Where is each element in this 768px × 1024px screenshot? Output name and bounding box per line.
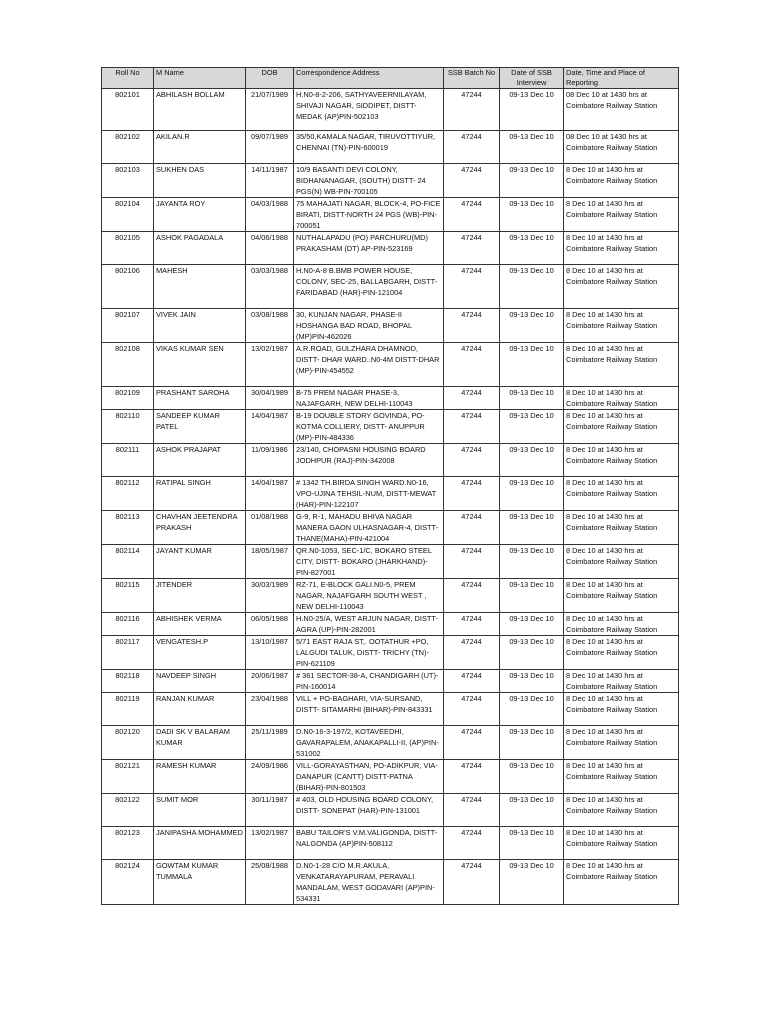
address-cell: BABU TAILOR'S V.M.VALIGONDA, DISTT- NALGONDA (AP)PIN-508112 xyxy=(294,827,444,860)
name-cell: DADI SK V BALARAM KUMAR xyxy=(154,726,246,760)
address-cell: 35/50,KAMALA NAGAR, TIRUVOTTIYUR, CHENNAI (TN)-PIN-600019 xyxy=(294,131,444,164)
batch-cell: 47244 xyxy=(444,131,500,164)
address-cell: H.N0-A-8 B.BMB POWER HOUSE, COLONY, SEC-25, BALLABGARH, DISTT- FARIDABAD (HAR)-PIN-121004 xyxy=(294,265,444,309)
reporting-cell: 8 Dec 10 at 1430 hrs at Coimbatore Railway Station xyxy=(564,198,679,232)
batch-cell: 47244 xyxy=(444,265,500,309)
roll-no-cell: 802115 xyxy=(102,579,154,613)
address-cell: D.N0-1-28 C/O M.R.AKULA, VENKATARAYAPURAM, PERAVALI MANDALAM, WEST GODAVARI (AP)PIN-534331 xyxy=(294,860,444,905)
name-cell: ABHILASH BOLLAM xyxy=(154,89,246,131)
roll-no-cell: 802106 xyxy=(102,265,154,309)
address-cell: A.R.ROAD, GULZHARA DHAMNOD, DISTT- DHAR WARD..N0-4M DISTT-DHAR (MP)-PIN-454552 xyxy=(294,343,444,387)
address-cell: 30, KUNJAN NAGAR, PHASE-II HOSHANGA BAD ROAD, BHOPAL (MP)PIN-462026 xyxy=(294,309,444,343)
interview-date-cell: 09-13 Dec 10 xyxy=(500,511,564,545)
roll-no-cell: 802103 xyxy=(102,164,154,198)
name-cell: VIVEK JAIN xyxy=(154,309,246,343)
reporting-cell: 8 Dec 10 at 1430 hrs at Coimbatore Railway Station xyxy=(564,636,679,670)
table-row xyxy=(102,511,679,545)
batch-cell: 47244 xyxy=(444,164,500,198)
table-row xyxy=(102,860,679,905)
batch-cell: 47244 xyxy=(444,794,500,827)
interview-date-cell: 09-13 Dec 10 xyxy=(500,444,564,477)
interview-date-cell: 09-13 Dec 10 xyxy=(500,477,564,511)
batch-cell: 47244 xyxy=(444,613,500,636)
table-row xyxy=(102,343,679,387)
dob-cell: 04/03/1988 xyxy=(246,198,294,232)
dob-cell: 01/08/1988 xyxy=(246,511,294,545)
name-cell: RATIPAL SINGH xyxy=(154,477,246,511)
address-cell: G-9, R-1, MAHADU BHIVA NAGAR MANERA GAON ULHASNAGAR-4, DISTT-THANE(MAHA)-PIN-421004 xyxy=(294,511,444,545)
address-cell: B-75 PREM NAGAR PHASE-3, NAJAFGARH, NEW DELHI-110043 xyxy=(294,387,444,410)
name-cell: SUKHEN DAS xyxy=(154,164,246,198)
roll-no-cell: 802117 xyxy=(102,636,154,670)
interview-date-cell: 09-13 Dec 10 xyxy=(500,387,564,410)
reporting-cell: 8 Dec 10 at 1430 hrs at Coimbatore Railway Station xyxy=(564,444,679,477)
reporting-cell: 8 Dec 10 at 1430 hrs at Coimbatore Railway Station xyxy=(564,164,679,198)
table-body xyxy=(102,89,679,905)
dob-cell: 13/02/1987 xyxy=(246,827,294,860)
dob-cell: 21/07/1989 xyxy=(246,89,294,131)
candidates-table xyxy=(101,67,679,905)
dob-cell: 24/09/1986 xyxy=(246,760,294,794)
address-cell: 5/71 EAST RAJA ST,. OOTATHUR +PO, LALGUDI TALUK, DISTT- TRICHY (TN)-PIN-621109 xyxy=(294,636,444,670)
table-row xyxy=(102,198,679,232)
table-row xyxy=(102,164,679,198)
roll-no-cell: 802102 xyxy=(102,131,154,164)
name-cell: JAYANT KUMAR xyxy=(154,545,246,579)
header-dob: DOB xyxy=(246,68,294,89)
roll-no-cell: 802122 xyxy=(102,794,154,827)
table-row xyxy=(102,545,679,579)
header-row xyxy=(102,68,679,89)
name-cell: RAMESH KUMAR xyxy=(154,760,246,794)
address-cell: B-19 DOUBLE STORY GOVINDA, PO-KOTMA COLLIERY, DISTT- ANUPPUR (MP)-PIN-484336 xyxy=(294,410,444,444)
roll-no-cell: 802116 xyxy=(102,613,154,636)
interview-date-cell: 09-13 Dec 10 xyxy=(500,613,564,636)
address-cell: # 403, OLD HOUSING BOARD COLONY, DISTT- SONEPAT (HAR)-PIN-131001 xyxy=(294,794,444,827)
name-cell: CHAVHAN JEETENDRA PRAKASH xyxy=(154,511,246,545)
address-cell: NUTHALAPADU (PO) PARCHURU(MD) PRAKASHAM (DT) AP-PIN-523169 xyxy=(294,232,444,265)
roll-no-cell: 802107 xyxy=(102,309,154,343)
address-cell: VILL-GORAYASTHAN, PO-ADIKPUR, VIA-DANAPUR (CANTT) DISTT-PATNA (BIHAR)-PIN-801503 xyxy=(294,760,444,794)
batch-cell: 47244 xyxy=(444,827,500,860)
roll-no-cell: 802120 xyxy=(102,726,154,760)
reporting-cell: 8 Dec 10 at 1430 hrs at Coimbatore Railway Station xyxy=(564,613,679,636)
name-cell: PRASHANT SAROHA xyxy=(154,387,246,410)
header-roll-no: Roll No xyxy=(102,68,154,89)
dob-cell: 13/02/1987 xyxy=(246,343,294,387)
interview-date-cell: 09-13 Dec 10 xyxy=(500,636,564,670)
reporting-cell: 8 Dec 10 at 1430 hrs at Coimbatore Railway Station xyxy=(564,343,679,387)
dob-cell: 03/08/1988 xyxy=(246,309,294,343)
roll-no-cell: 802108 xyxy=(102,343,154,387)
batch-cell: 47244 xyxy=(444,636,500,670)
roll-no-cell: 802105 xyxy=(102,232,154,265)
batch-cell: 47244 xyxy=(444,726,500,760)
roll-no-cell: 802114 xyxy=(102,545,154,579)
roll-no-cell: 802110 xyxy=(102,410,154,444)
table-row xyxy=(102,477,679,511)
name-cell: VIKAS KUMAR SEN xyxy=(154,343,246,387)
name-cell: SANDEEP KUMAR PATEL xyxy=(154,410,246,444)
interview-date-cell: 09-13 Dec 10 xyxy=(500,410,564,444)
dob-cell: 30/04/1989 xyxy=(246,387,294,410)
reporting-cell: 8 Dec 10 at 1430 hrs at Coimbatore Railway Station xyxy=(564,545,679,579)
table-row xyxy=(102,794,679,827)
batch-cell: 47244 xyxy=(444,477,500,511)
name-cell: JANIPASHA MOHAMMED xyxy=(154,827,246,860)
dob-cell: 06/05/1988 xyxy=(246,613,294,636)
address-cell: 10/9 BASANTI DEVI COLONY, BIDHANANAGAR, (SOUTH) DISTT- 24 PGS(N) WB-PIN-700105 xyxy=(294,164,444,198)
batch-cell: 47244 xyxy=(444,232,500,265)
dob-cell: 23/04/1988 xyxy=(246,693,294,726)
table-row xyxy=(102,726,679,760)
address-cell: QR.N0-1053, SEC-1/C, BOKARO STEEL CITY, DISTT- BOKARO (JHARKHAND)-PIN-827001 xyxy=(294,545,444,579)
batch-cell: 47244 xyxy=(444,860,500,905)
batch-cell: 47244 xyxy=(444,693,500,726)
name-cell: ASHOK PAGADALA xyxy=(154,232,246,265)
batch-cell: 47244 xyxy=(444,343,500,387)
roll-no-cell: 802119 xyxy=(102,693,154,726)
roll-no-cell: 802124 xyxy=(102,860,154,905)
reporting-cell: 8 Dec 10 at 1430 hrs at Coimbatore Railway Station xyxy=(564,760,679,794)
roll-no-cell: 802118 xyxy=(102,670,154,693)
name-cell: ASHOK PRAJAPAT xyxy=(154,444,246,477)
interview-date-cell: 09-13 Dec 10 xyxy=(500,131,564,164)
name-cell: AKILAN.R xyxy=(154,131,246,164)
name-cell: JITENDER xyxy=(154,579,246,613)
name-cell: JAYANTA ROY xyxy=(154,198,246,232)
address-cell: VILL + PO-BAGHARI, VIA-SURSAND, DISTT- SITAMARHI (BIHAR)-PIN-843331 xyxy=(294,693,444,726)
reporting-cell: 8 Dec 10 at 1430 hrs at Coimbatore Railway Station xyxy=(564,232,679,265)
table-row xyxy=(102,636,679,670)
interview-date-cell: 09-13 Dec 10 xyxy=(500,545,564,579)
address-cell: # 361 SECTOR-38-A, CHANDIGARH (UT)-PIN-160014 xyxy=(294,670,444,693)
table-row xyxy=(102,387,679,410)
table-row xyxy=(102,232,679,265)
roll-no-cell: 802112 xyxy=(102,477,154,511)
table-row xyxy=(102,444,679,477)
reporting-cell: 8 Dec 10 at 1430 hrs at Coimbatore Railway Station xyxy=(564,265,679,309)
reporting-cell: 08 Dec 10 at 1430 hrs at Coimbatore Railway Station xyxy=(564,131,679,164)
batch-cell: 47244 xyxy=(444,309,500,343)
batch-cell: 47244 xyxy=(444,545,500,579)
address-cell: H.N0-8-2-206, SATHYAVEERNILAYAM, SHIVAJI NAGAR, SIDDIPET, DISTT- MEDAK (AP)PIN-502103 xyxy=(294,89,444,131)
dob-cell: 25/11/1989 xyxy=(246,726,294,760)
address-cell: # 1342 TH.BIRDA SINGH WARD.N0-16, VPO-UJINA TEHSIL-NUM, DISTT-MEWAT (HAR)-PIN-122107 xyxy=(294,477,444,511)
table-row xyxy=(102,613,679,636)
address-cell: 75 MAHAJATI NAGAR, BLOCK-4, PO-FICE BIRATI, DISTT-NORTH 24 PGS (WB)-PIN-700051 xyxy=(294,198,444,232)
batch-cell: 47244 xyxy=(444,760,500,794)
batch-cell: 47244 xyxy=(444,387,500,410)
address-cell: D.N0-16-3-197/2, KOTAVEEDHI, GAVARAPALEM, ANAKAPALLI-II, (AP)PIN-531002 xyxy=(294,726,444,760)
dob-cell: 09/07/1989 xyxy=(246,131,294,164)
roll-no-cell: 802113 xyxy=(102,511,154,545)
table-row xyxy=(102,579,679,613)
address-cell: RZ-71, E-BLOCK GALI.N0-5, PREM NAGAR, NAJAFGARH SOUTH WEST , NEW DELHI-110043 xyxy=(294,579,444,613)
reporting-cell: 8 Dec 10 at 1430 hrs at Coimbatore Railway Station xyxy=(564,860,679,905)
interview-date-cell: 09-13 Dec 10 xyxy=(500,670,564,693)
dob-cell: 30/03/1989 xyxy=(246,579,294,613)
reporting-cell: 8 Dec 10 at 1430 hrs at Coimbatore Railway Station xyxy=(564,511,679,545)
reporting-cell: 8 Dec 10 at 1430 hrs at Coimbatore Railway Station xyxy=(564,477,679,511)
dob-cell: 03/03/1988 xyxy=(246,265,294,309)
reporting-cell: 8 Dec 10 at 1430 hrs at Coimbatore Railway Station xyxy=(564,726,679,760)
roll-no-cell: 802121 xyxy=(102,760,154,794)
header-address: Correspondence Address xyxy=(294,68,444,89)
dob-cell: 14/04/1987 xyxy=(246,410,294,444)
header-name: M Name xyxy=(154,68,246,89)
reporting-cell: 8 Dec 10 at 1430 hrs at Coimbatore Railway Station xyxy=(564,827,679,860)
header-reporting: Date, Time and Place of Reporting xyxy=(564,68,679,89)
interview-date-cell: 09-13 Dec 10 xyxy=(500,760,564,794)
roll-no-cell: 802101 xyxy=(102,89,154,131)
name-cell: GOWTAM KUMAR TUMMALA xyxy=(154,860,246,905)
reporting-cell: 8 Dec 10 at 1430 hrs at Coimbatore Railway Station xyxy=(564,670,679,693)
header-interview-date: Date of SSB Interview xyxy=(500,68,564,89)
interview-date-cell: 09-13 Dec 10 xyxy=(500,343,564,387)
table-row xyxy=(102,89,679,131)
name-cell: MAHESH xyxy=(154,265,246,309)
reporting-cell: 8 Dec 10 at 1430 hrs at Coimbatore Railway Station xyxy=(564,309,679,343)
dob-cell: 14/11/1987 xyxy=(246,164,294,198)
header-ssb-batch: SSB Batch No xyxy=(444,68,500,89)
name-cell: ABHISHEK VERMA xyxy=(154,613,246,636)
table-row xyxy=(102,693,679,726)
batch-cell: 47244 xyxy=(444,89,500,131)
dob-cell: 25/08/1988 xyxy=(246,860,294,905)
interview-date-cell: 09-13 Dec 10 xyxy=(500,579,564,613)
address-cell: 23/140, CHOPASNI HOUSING BOARD JODHPUR (RAJ)-PIN-342008 xyxy=(294,444,444,477)
name-cell: VENGATESH.P xyxy=(154,636,246,670)
interview-date-cell: 09-13 Dec 10 xyxy=(500,89,564,131)
dob-cell: 30/11/1987 xyxy=(246,794,294,827)
interview-date-cell: 09-13 Dec 10 xyxy=(500,860,564,905)
dob-cell: 20/06/1987 xyxy=(246,670,294,693)
roll-no-cell: 802123 xyxy=(102,827,154,860)
name-cell: SUMIT MOR xyxy=(154,794,246,827)
interview-date-cell: 09-13 Dec 10 xyxy=(500,794,564,827)
interview-date-cell: 09-13 Dec 10 xyxy=(500,693,564,726)
reporting-cell: 8 Dec 10 at 1430 hrs at Coimbatore Railway Station xyxy=(564,387,679,410)
name-cell: NAVDEEP SINGH xyxy=(154,670,246,693)
interview-date-cell: 09-13 Dec 10 xyxy=(500,164,564,198)
interview-date-cell: 09-13 Dec 10 xyxy=(500,827,564,860)
table-row xyxy=(102,760,679,794)
name-cell: RANJAN KUMAR xyxy=(154,693,246,726)
batch-cell: 47244 xyxy=(444,444,500,477)
roll-no-cell: 802104 xyxy=(102,198,154,232)
table-row xyxy=(102,670,679,693)
reporting-cell: 8 Dec 10 at 1430 hrs at Coimbatore Railway Station xyxy=(564,410,679,444)
roll-no-cell: 802109 xyxy=(102,387,154,410)
table-row xyxy=(102,265,679,309)
table-row xyxy=(102,131,679,164)
interview-date-cell: 09-13 Dec 10 xyxy=(500,198,564,232)
reporting-cell: 8 Dec 10 at 1430 hrs at Coimbatore Railway Station xyxy=(564,579,679,613)
batch-cell: 47244 xyxy=(444,410,500,444)
address-cell: H.N0-25/A, WEST ARJUN NAGAR, DISTT- AGRA (UP)-PIN-282001 xyxy=(294,613,444,636)
dob-cell: 18/05/1987 xyxy=(246,545,294,579)
interview-date-cell: 09-13 Dec 10 xyxy=(500,232,564,265)
reporting-cell: 8 Dec 10 at 1430 hrs at Coimbatore Railway Station xyxy=(564,794,679,827)
dob-cell: 14/04/1987 xyxy=(246,477,294,511)
batch-cell: 47244 xyxy=(444,198,500,232)
table-row xyxy=(102,410,679,444)
dob-cell: 04/06/1988 xyxy=(246,232,294,265)
roll-no-cell: 802111 xyxy=(102,444,154,477)
batch-cell: 47244 xyxy=(444,579,500,613)
interview-date-cell: 09-13 Dec 10 xyxy=(500,726,564,760)
interview-date-cell: 09-13 Dec 10 xyxy=(500,309,564,343)
batch-cell: 47244 xyxy=(444,511,500,545)
reporting-cell: 08 Dec 10 at 1430 hrs at Coimbatore Railway Station xyxy=(564,89,679,131)
dob-cell: 13/10/1987 xyxy=(246,636,294,670)
table-row xyxy=(102,309,679,343)
table-row xyxy=(102,827,679,860)
reporting-cell: 8 Dec 10 at 1430 hrs at Coimbatore Railway Station xyxy=(564,693,679,726)
dob-cell: 11/09/1986 xyxy=(246,444,294,477)
interview-date-cell: 09-13 Dec 10 xyxy=(500,265,564,309)
batch-cell: 47244 xyxy=(444,670,500,693)
